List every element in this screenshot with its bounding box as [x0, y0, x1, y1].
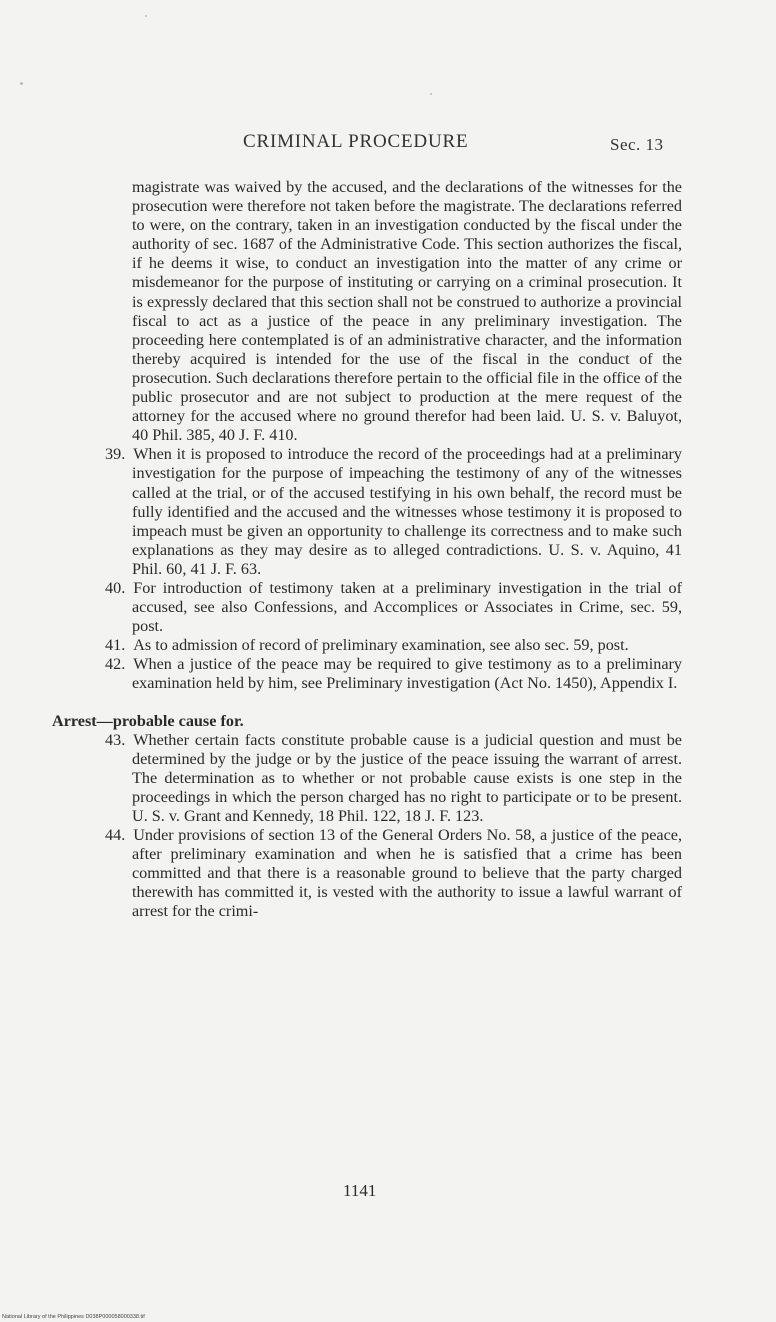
scan-footer: National Library of the Philippines D038P000058000338.tif: [2, 1314, 145, 1320]
annotation-item: [52, 731, 682, 826]
annotation-item: [52, 636, 682, 655]
body-text: [52, 178, 682, 922]
annotation-list: [52, 731, 682, 922]
scan-speck: [20, 82, 23, 85]
annotation-text: For introduction of testimony taken at a preliminary investigation in the trial of accused, see also Confessions, and Accomplices or Associates in Crime, sec. 59, post.: [132, 578, 682, 636]
annotation-list: [52, 445, 682, 693]
annotation-item: [52, 579, 682, 636]
scan-speck: [145, 15, 147, 17]
annotation-number: 41.: [105, 636, 126, 655]
annotation-item: [52, 445, 682, 579]
running-header-title: CRIMINAL PROCEDURE: [243, 131, 469, 152]
running-header-section: Sec. 13: [610, 135, 664, 154]
continuation-paragraph: magistrate was waived by the accused, and the declarations of the witnesses for the prosecution were therefore not taken before the magistrate. The declarations referred to were, on the contrary, taken in an investigation conducted by the fiscal under the authority of sec. 1687 of the Administrative Code. This section authorizes the fiscal, if he deems it wise, to conduct an investigation into the matter of any crime or misdemeanor for the purpose of instituting or carrying on a criminal prosecution. It is expressly declared that this section shall not be construed to authorize a provincial fiscal to act as a justice of the peace in any preliminary investigation. The proceeding here contemplated is of an administrative character, and the information thereby acquired is intended for the use of the fiscal in the conduct of the prosecution. Such declarations therefore pertain to the official file in the office of the public prosecutor and are not subject to production at the mere request of the attorney for the accused where no ground therefor had been laid. U. S. v. Baluyot, 40 Phil. 385, 40 J. F. 410.: [132, 178, 682, 445]
annotation-text: Whether certain facts constitute probable cause is a judicial question and must be determined by the judge or by the justice of the peace issuing the warrant of arrest. The determination as to whether or not probable cause exists is one step in the proceedings in which the person charged has no right to participate or to be present. U. S. v. Grant and Kennedy, 18 Phil. 122, 18 J. F. 123.: [132, 730, 682, 825]
scan-speck: [430, 93, 432, 95]
annotation-number: 39.: [105, 445, 126, 464]
section-heading: Arrest—probable cause for.: [52, 711, 244, 730]
page-number: 1141: [343, 1181, 377, 1200]
annotation-item: [52, 826, 682, 921]
annotation-text: When it is proposed to introduce the record of the proceedings had at a preliminary investigation for the purpose of impeaching the testimony of any of the witnesses called at the trial, or of the accused testifying in his own behalf, the record must be fully identified and the accused and the witnesses whose testimony it is proposed to impeach must be given an opportunity to challenge its correctness and to make such explanations as they may desire as to alleged contradictions. U. S. v. Aquino, 41 Phil. 60, 41 J. F. 63.: [132, 445, 682, 578]
annotation-number: 40.: [105, 578, 126, 597]
annotation-item: [52, 655, 682, 693]
annotation-text: As to admission of record of preliminary examination, see also sec. 59, post.: [133, 636, 629, 655]
annotation-number: 43.: [105, 730, 126, 749]
annotation-number: 42.: [105, 655, 126, 674]
annotation-number: 44.: [105, 826, 126, 845]
annotation-text: Under provisions of section 13 of the General Orders No. 58, a justice of the peace, after preliminary examination and when he is satisfied that a crime has been committed and that there is a reasonable ground to believe that the party charged therewith has committed it, is vested with the authority to issue a lawful warrant of arrest for the crimi-: [132, 826, 682, 921]
annotation-text: When a justice of the peace may be required to give testimony as to a preliminary examination held by him, see Preliminary investigation (Act No. 1450), Appendix I.: [132, 655, 682, 693]
